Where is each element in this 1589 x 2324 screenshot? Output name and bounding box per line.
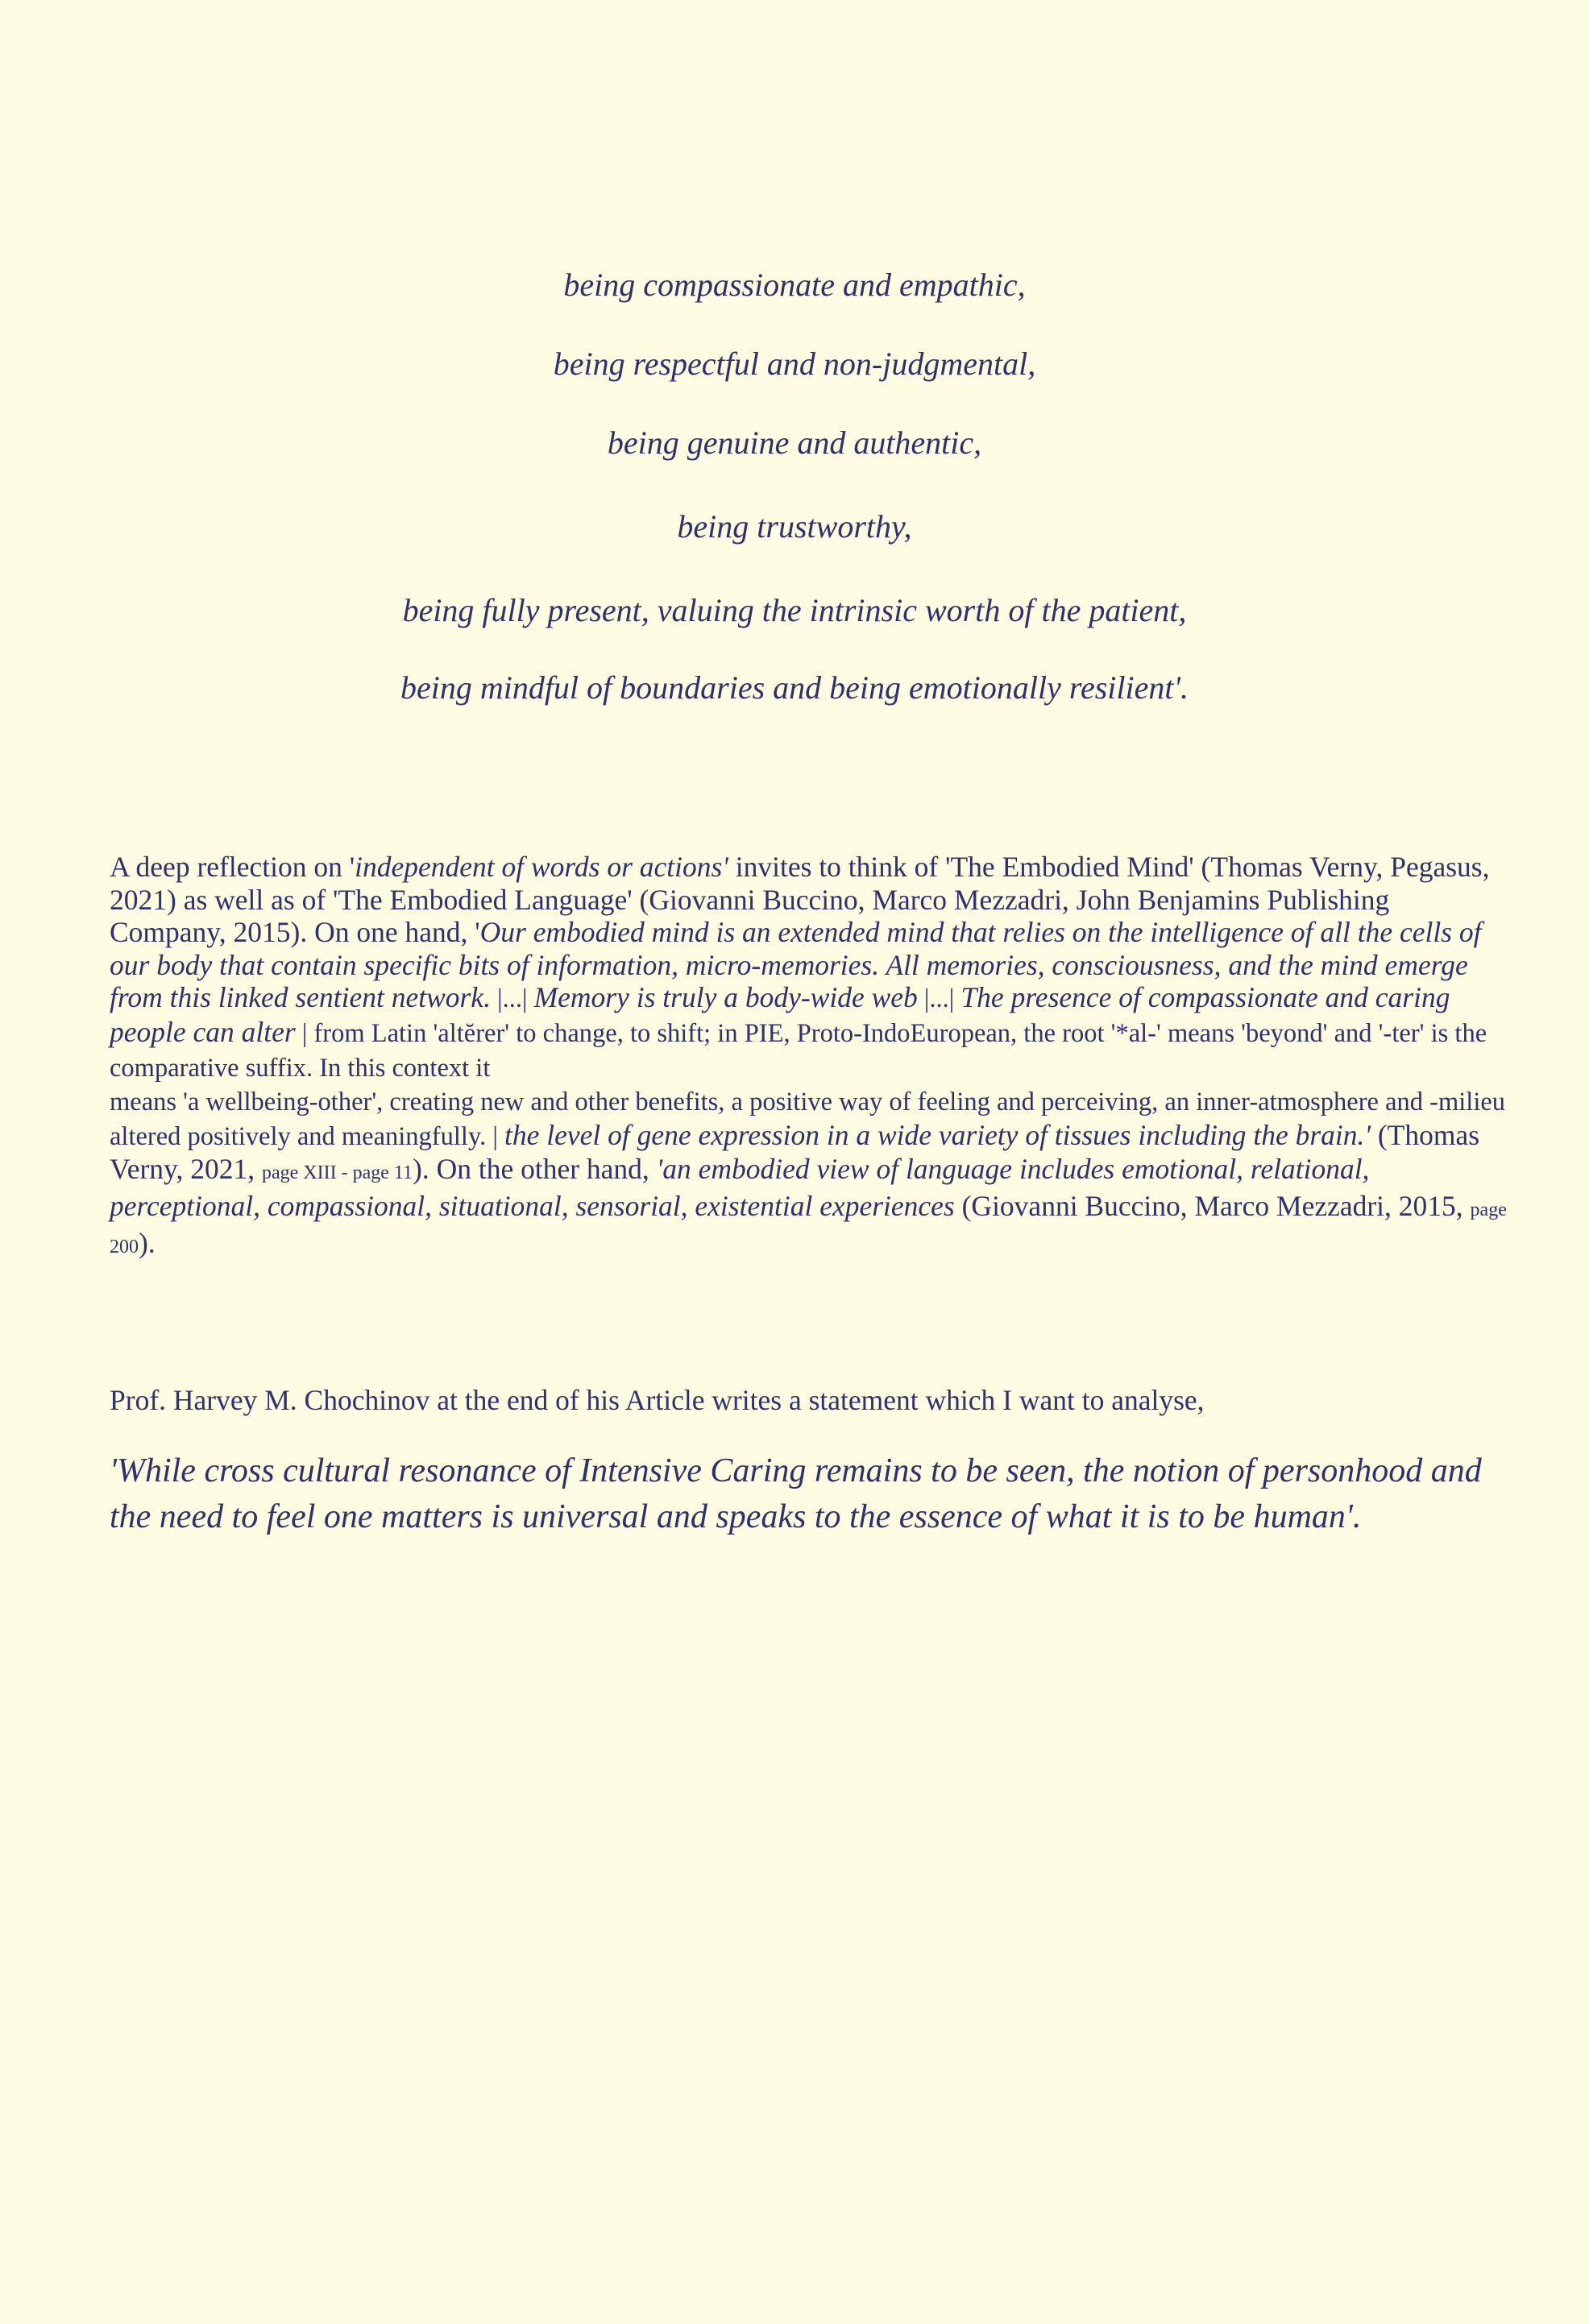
verse-line: being trustworthy, [677,508,912,545]
etymology-note: | from Latin 'altĕrer' to change, to shift; in PIE, Proto-IndoEuropean, the root '*al-' means 'beyond' and '-ter' is the comparative suffix. In this context it [110,1018,1487,1083]
italic-quote: the level of gene expression in a wide variety of tissues including the brain.' [504,1118,1371,1151]
ellipsis-marker: |...| [917,984,961,1014]
page-reference: page 200 [110,1199,1507,1257]
reflection-paragraph [110,851,1512,1263]
etymology-note: means 'a wellbeing-other', creating new and other benefits, a positive way of feeling and perceiving, an inner-atmosphere and -milieu altered positively and meaningfully. | [110,1087,1506,1151]
statement-intro: Prof. Harvey M. Chochinov at the end of his Article writes a statement which I want to analyse, [110,1384,1205,1416]
ellipsis-marker: |...| [490,984,534,1014]
italic-quote: Memory is truly a body-wide web [533,981,918,1014]
verse-line: being respectful and non-judgmental, [553,346,1036,382]
italic-quote: Our embodied mind is an extended mind that relies on the intelligence of all the cells of our body that contain specific bits of information, micro-memories. All memories, consciousness, and the mind emerge from this linked sentient network. [110,916,1482,1014]
text-run: invites to think of 'The Embodied Mind' (Thomas Verny, Pegasus, 2021) as well as of 'The Embodied Language' (Giovanni Buccino, Marco Mezzadri, John Benjamins Publishing Company, 2015). On one hand, ' [110,851,1490,949]
citation: (Thomas Verny, 2021, [110,1118,1480,1186]
italic-quote: The presence of compassionate and caring people can alter [110,981,1450,1048]
italic-quote: independent of words or actions' [355,851,728,883]
citation: (Giovanni Buccino, Marco Mezzadri, 2015, [954,1189,1471,1222]
italic-quote: 'an embodied view of language includes emotional, relational, perceptional, compassional, situational, sensorial, existential experiences [110,1153,1370,1222]
verse-line: being compassionate and empathic, [563,267,1026,303]
verse-line: being mindful of boundaries and being emotionally resilient'. [400,669,1189,706]
text-run: ). [139,1226,156,1259]
text-run: ). On the other hand, [413,1153,657,1186]
text-run: A deep reflection on ' [110,851,355,883]
chochinov-quote: 'While cross cultural resonance of Intensive Caring remains to be seen, the notion of personhood and the need to feel one matters is universal and speaks to the essence of what it is to be human'. [110,1452,1482,1535]
verse-line: being fully present, valuing the intrinsic worth of the patient, [402,592,1187,628]
page-reference: page XIII - page 11 [261,1162,413,1184]
verse-line: being genuine and authentic, [607,425,982,461]
